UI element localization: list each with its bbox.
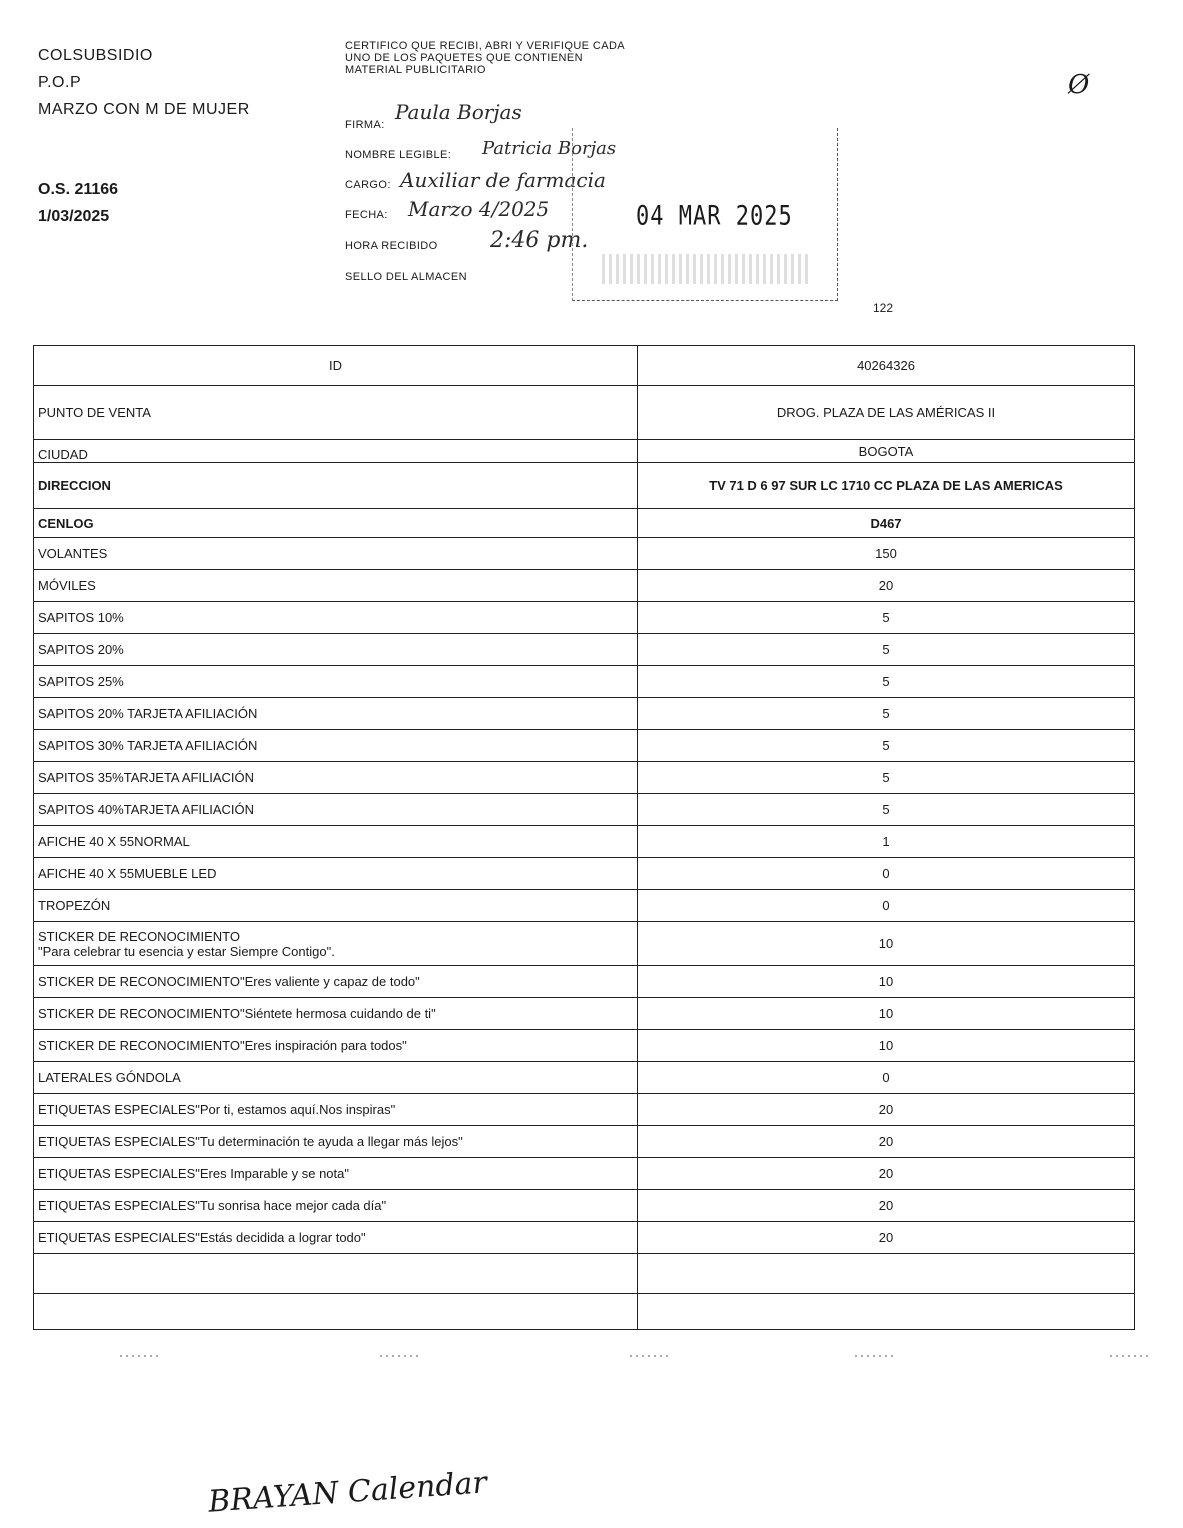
row-label-text: DIRECCION (38, 478, 111, 493)
row-value (638, 998, 1135, 1030)
table-row (34, 570, 1135, 602)
row-value (638, 346, 1135, 386)
row-value (638, 602, 1135, 634)
row-value (638, 1030, 1135, 1062)
row-label-text: PUNTO DE VENTA (38, 405, 151, 420)
row-value (638, 440, 1135, 463)
row-label (34, 998, 638, 1030)
row-value (638, 1222, 1135, 1254)
table-row (34, 1190, 1135, 1222)
table-row (34, 922, 1135, 966)
row-label-text: STICKER DE RECONOCIMIENTO"Eres inspiración para todos" (38, 1038, 407, 1053)
handwritten-nombre: Patricia Borjas (482, 138, 617, 159)
row-value-text: 5 (882, 706, 890, 721)
fecha-label: FECHA: (345, 209, 388, 221)
row-label-text: ETIQUETAS ESPECIALES"Eres Imparable y se nota" (38, 1166, 349, 1181)
row-label-text-line2: "Para celebrar tu esencia y estar Siempre Contigo". (38, 943, 335, 959)
row-label (34, 386, 638, 440)
row-label (34, 1158, 638, 1190)
row-label-text: SAPITOS 10% (38, 610, 124, 625)
table-row (34, 1294, 1135, 1330)
table-row (34, 538, 1135, 570)
row-label (34, 1094, 638, 1126)
table-row (34, 440, 1135, 463)
order-block (38, 176, 118, 230)
row-label (34, 826, 638, 858)
table-row (34, 826, 1135, 858)
row-value-text: 40264326 (857, 358, 915, 373)
row-value-text: 20 (878, 1230, 894, 1245)
table-row (34, 509, 1135, 538)
row-label-text: SAPITOS 30% TARJETA AFILIACIÓN (38, 738, 258, 753)
row-label-text: ETIQUETAS ESPECIALES"Por ti, estamos aquí.Nos inspiras" (38, 1102, 396, 1117)
table-row (34, 1062, 1135, 1094)
row-label-text: STICKER DE RECONOCIMIENTO"Siéntete hermosa cuidando de ti" (38, 1006, 436, 1021)
initials-mark: Ø (1068, 70, 1090, 100)
table-row (34, 794, 1135, 826)
row-label (34, 666, 638, 698)
row-value (638, 858, 1135, 890)
table-row (34, 730, 1135, 762)
table-row (34, 858, 1135, 890)
client-name: COLSUBSIDIO (38, 47, 153, 64)
row-value (638, 1062, 1135, 1094)
delivery-table (33, 345, 1135, 1330)
material-type: P.O.P (38, 74, 82, 91)
nombre-label: NOMBRE LEGIBLE: (345, 149, 452, 161)
bottom-signature: BRAYAN Calendar (207, 1465, 488, 1520)
row-label (34, 1126, 638, 1158)
row-value (638, 966, 1135, 998)
table-row (34, 966, 1135, 998)
row-value (638, 666, 1135, 698)
row-value (638, 1294, 1135, 1330)
row-value-text: BOGOTA (858, 443, 914, 459)
row-label-text: AFICHE 40 X 55MUEBLE LED (38, 866, 217, 881)
row-label-text: CENLOG (38, 515, 94, 531)
page-number: 122 (873, 301, 894, 315)
row-label (34, 1190, 638, 1222)
row-value-text: 10 (878, 1038, 894, 1053)
row-value (638, 762, 1135, 794)
row-value (638, 698, 1135, 730)
row-label (34, 1222, 638, 1254)
row-value-text: 10 (878, 1006, 894, 1021)
table-row (34, 1222, 1135, 1254)
scan-specks (0, 1355, 1183, 1365)
hora-label: HORA RECIBIDO (345, 240, 438, 252)
certificate-text: CERTIFICO QUE RECIBI, ABRI Y VERIFIQUE CADA UNO DE LOS PAQUETES QUE CONTIENEN MATERIAL PUBLICITARIO (345, 40, 625, 76)
row-value (638, 538, 1135, 570)
table-row (34, 762, 1135, 794)
row-value-text: 5 (882, 802, 890, 817)
row-value-text: 5 (882, 642, 890, 657)
handwritten-cargo: Auxiliar de farmacia (400, 168, 606, 192)
row-value (638, 1094, 1135, 1126)
table-row (34, 1158, 1135, 1190)
row-value-text: 10 (878, 936, 894, 951)
row-value-text: 5 (882, 610, 890, 625)
table-row (34, 666, 1135, 698)
row-value-text: D467 (870, 515, 902, 531)
row-value (638, 1126, 1135, 1158)
table-row (34, 346, 1135, 386)
table-row (34, 386, 1135, 440)
row-label-text: SAPITOS 35%TARJETA AFILIACIÓN (38, 770, 255, 785)
row-label (34, 1030, 638, 1062)
row-value (638, 1190, 1135, 1222)
row-label (34, 890, 638, 922)
handwritten-hora: 2:46 pm. (490, 228, 589, 253)
row-label-text: LATERALES GÓNDOLA (38, 1070, 181, 1085)
row-value-text: 5 (882, 770, 890, 785)
stamp-date: 04 MAR 2025 (636, 201, 793, 232)
row-value (638, 730, 1135, 762)
row-label-text: AFICHE 40 X 55NORMAL (38, 834, 190, 849)
row-value (638, 890, 1135, 922)
table-row (34, 1254, 1135, 1294)
row-value (638, 826, 1135, 858)
table-row (34, 1126, 1135, 1158)
row-value (638, 1254, 1135, 1294)
row-label (34, 858, 638, 890)
row-label (34, 1294, 638, 1330)
row-label-text: ETIQUETAS ESPECIALES"Tu determinación te ayuda a llegar más lejos" (38, 1134, 463, 1149)
row-value-text: 20 (878, 1166, 894, 1181)
row-value-text: 20 (878, 1198, 894, 1213)
row-label (34, 346, 638, 386)
row-label (34, 730, 638, 762)
sello-label: SELLO DEL ALMACEN (345, 271, 467, 283)
row-label-text: VOLANTES (38, 546, 108, 561)
row-value (638, 1158, 1135, 1190)
row-label-text: TROPEZÓN (38, 898, 111, 913)
row-value (638, 570, 1135, 602)
table-row (34, 602, 1135, 634)
row-value-text: 20 (878, 1134, 894, 1149)
row-value-text: TV 71 D 6 97 SUR LC 1710 CC PLAZA DE LAS AMERICAS (709, 478, 1063, 493)
handwritten-firma: Paula Borjas (395, 100, 522, 124)
row-label-text: STICKER DE RECONOCIMIENTO (38, 928, 241, 944)
row-label (34, 794, 638, 826)
row-value-text: 0 (882, 866, 890, 881)
row-label (34, 698, 638, 730)
row-label (34, 634, 638, 666)
row-value-text: 150 (875, 546, 897, 561)
stamp-smudge (602, 254, 808, 284)
handwritten-fecha: Marzo 4/2025 (408, 197, 550, 221)
table-row (34, 998, 1135, 1030)
cargo-label: CARGO: (345, 179, 391, 191)
row-label (34, 538, 638, 570)
table-row (34, 1094, 1135, 1126)
table-row (34, 890, 1135, 922)
row-value-text: 5 (882, 674, 890, 689)
row-value (638, 386, 1135, 440)
table-row (34, 634, 1135, 666)
row-value-text: 0 (882, 1070, 890, 1085)
row-label (34, 966, 638, 998)
row-label (34, 1062, 638, 1094)
row-value-text: 20 (878, 1102, 894, 1117)
row-value (638, 463, 1135, 509)
row-value-text: 0 (882, 898, 890, 913)
row-label-text: STICKER DE RECONOCIMIENTO"Eres valiente y capaz de todo" (38, 974, 420, 989)
row-label-text: ETIQUETAS ESPECIALES"Estás decidida a lograr todo" (38, 1230, 366, 1245)
row-label-text: ID (329, 358, 342, 373)
row-label-text: SAPITOS 40%TARJETA AFILIACIÓN (38, 802, 255, 817)
row-label-text: SAPITOS 20% TARJETA AFILIACIÓN (38, 706, 258, 721)
row-label-text: SAPITOS 20% (38, 642, 124, 657)
campaign-name: MARZO CON M DE MUJER (38, 101, 250, 118)
row-label (34, 762, 638, 794)
row-value (638, 509, 1135, 538)
row-value (638, 794, 1135, 826)
row-value-text: 5 (882, 738, 890, 753)
row-label-text: MÓVILES (38, 578, 96, 593)
table-row (34, 1030, 1135, 1062)
row-label (34, 922, 638, 966)
row-value-text: DROG. PLAZA DE LAS AMÉRICAS II (776, 405, 996, 420)
row-value (638, 634, 1135, 666)
row-label (34, 602, 638, 634)
order-number: O.S. 21166 (38, 181, 119, 198)
firma-label: FIRMA: (345, 119, 385, 131)
row-value-text: 10 (878, 974, 894, 989)
row-value-text: 20 (878, 578, 894, 593)
header-client-block (38, 42, 250, 123)
order-date: 1/03/2025 (38, 208, 110, 225)
row-label (34, 509, 638, 538)
table-row (34, 463, 1135, 509)
row-label (34, 440, 638, 463)
row-label (34, 570, 638, 602)
table-row (34, 698, 1135, 730)
row-value (638, 922, 1135, 966)
row-value-text: 1 (882, 834, 890, 849)
row-label-text: CIUDAD (38, 447, 88, 462)
row-label (34, 1254, 638, 1294)
row-label-text: ETIQUETAS ESPECIALES"Tu sonrisa hace mejor cada día" (38, 1198, 387, 1213)
row-label-text: SAPITOS 25% (38, 674, 124, 689)
row-label (34, 463, 638, 509)
